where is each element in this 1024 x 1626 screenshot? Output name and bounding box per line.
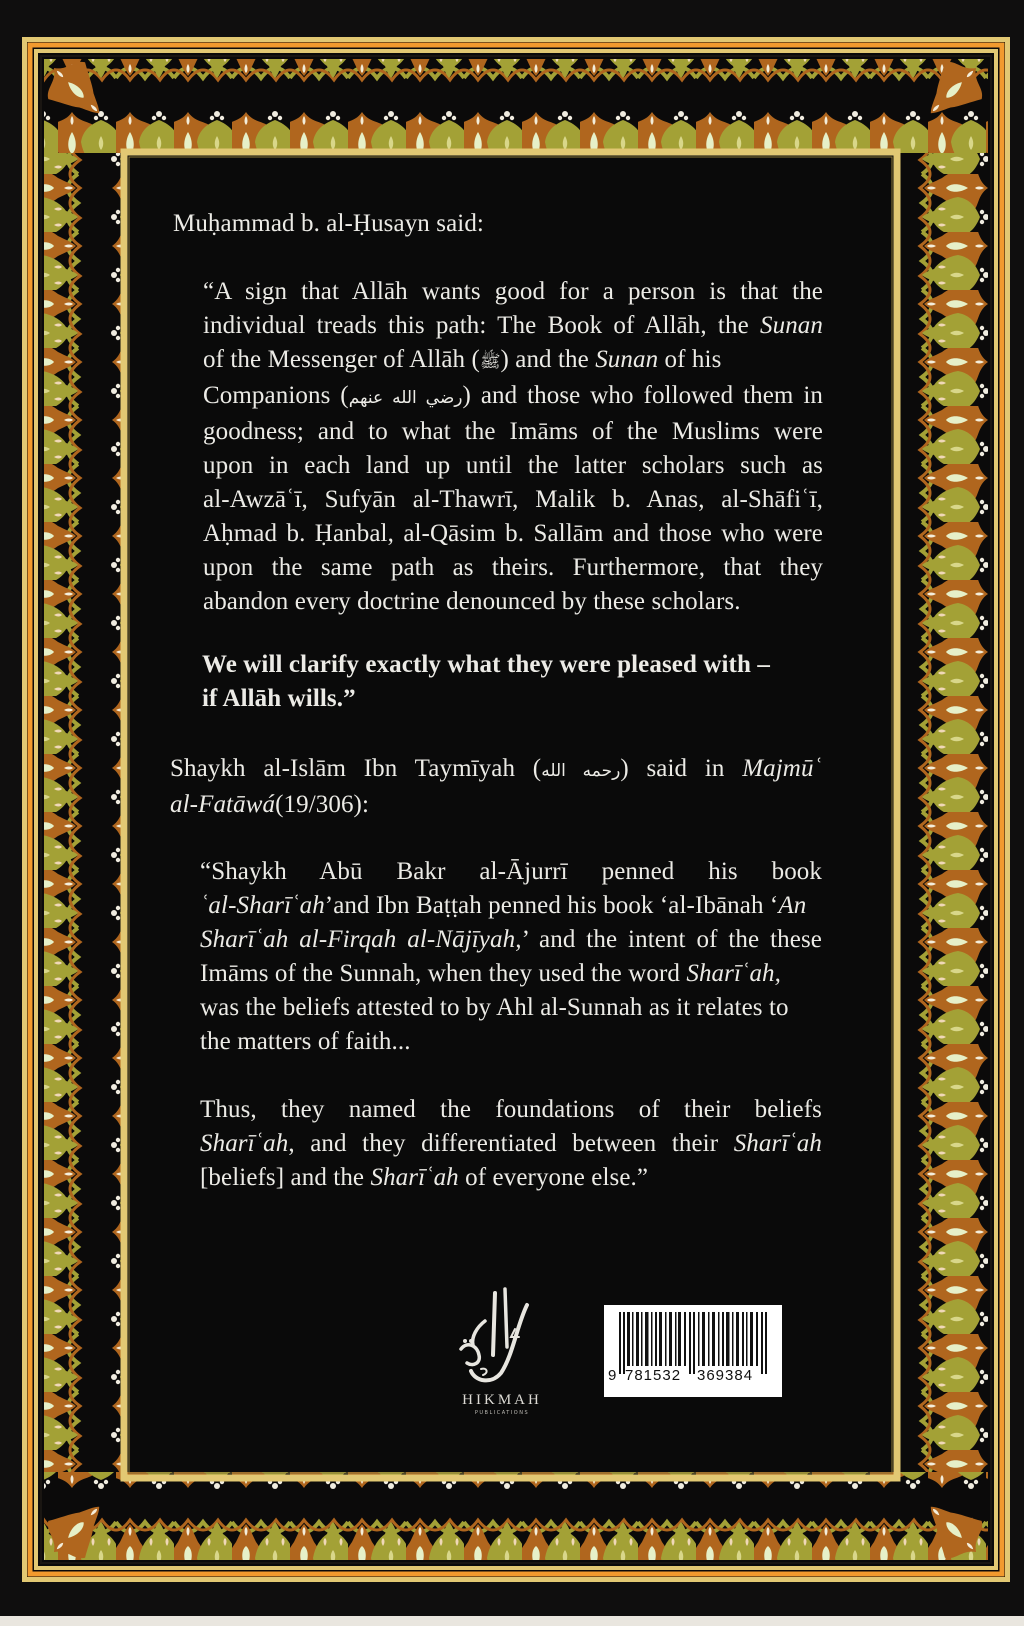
barcode-group-2: 369384 — [697, 1367, 754, 1384]
quote1-line: Aḥmad b. Ḥanbal, al-Qāsim b. Sallām and those who were — [203, 520, 823, 547]
quote1-line: upon the same path as theirs. Furthermore, that they — [203, 554, 823, 581]
publisher-subtitle: PUBLICATIONS — [474, 1410, 530, 1416]
quote1-line: upon in each land up until the latter scholars such as — [203, 452, 823, 479]
quote2-attr-line: al-Fatāwá(19/306): — [170, 791, 370, 818]
barcode-bars — [615, 1312, 775, 1374]
quote2-paragraph-2 — [200, 1093, 822, 1195]
quote2-line: Sharīʿah al-Firqah al-Nājīyah,’ and the intent of the these — [200, 926, 822, 953]
honorific-companions: رضي الله عنهم — [348, 388, 463, 408]
quote2-line: Thus, they named the foundations of their beliefs — [200, 1096, 822, 1123]
quote1-attribution — [173, 207, 484, 241]
quote2-line: was the beliefs attested to by Ahl al-Sunnah as it relates to — [200, 994, 789, 1021]
honorific-prophet: ﷺ — [479, 352, 501, 372]
quote2-line: Sharīʿah, and they differentiated between their Sharīʿah — [200, 1130, 822, 1157]
quote2-line: ʿal-Sharīʿah’and Ibn Baṭṭah penned his book ‘al-Ibānah ‘An — [200, 892, 807, 919]
quote1-bold-line: We will clarify exactly what they were pleased with – — [202, 651, 770, 678]
quote2-line: [beliefs] and the Sharīʿah of everyone else.” — [200, 1164, 649, 1191]
quote1-line: “A sign that Allāh wants good for a person is that the — [203, 278, 823, 305]
honorific-rahimahullah: رحمه الله — [541, 761, 621, 781]
barcode-group-1: 781532 — [625, 1367, 682, 1384]
quote1-line: al-Awzāʿī, Sufyān al-Thawrī, Malik b. Anas, al-Shāfiʿī, — [203, 486, 823, 513]
quote1-line: abandon every doctrine denounced by these scholars. — [203, 588, 741, 615]
quote1-line: individual treads this path: The Book of Allāh, the Sunan — [203, 312, 823, 339]
quote1-line: of the Messenger of Allāh (ﷺ) and the Sunan of his — [203, 346, 722, 373]
quote2-paragraph-1 — [200, 855, 822, 1059]
hikmah-calligraphy-logo — [455, 1285, 545, 1390]
quote2-attribution — [170, 752, 822, 822]
quote1-closing — [202, 648, 822, 716]
quote1-body — [203, 275, 823, 619]
quote1-bold-line: if Allāh wills.” — [202, 685, 356, 712]
barcode-lead-digit: 9 — [608, 1367, 617, 1384]
italic-sunan: Sunan — [760, 312, 823, 339]
quote1-line: Companions (رضي الله عنهم) and those who followed them in — [203, 382, 823, 409]
quote2-line: the matters of faith... — [200, 1028, 411, 1055]
quote2-line: Imāms of the Sunnah, when they used the word Sharīʿah, — [200, 960, 782, 987]
quote2-attr-line: Shaykh al-Islām Ibn Taymīyah (رحمه الله) said in Majmūʿ — [170, 755, 822, 782]
quote1-line: goodness; and to what the Imāms of the Muslims were — [203, 418, 823, 445]
quote2-line: “Shaykh Abū Bakr al-Ājurrī penned his book — [200, 858, 822, 885]
quote1-attribution-text: Muḥammad b. al-Ḥusayn said: — [173, 210, 484, 237]
publisher-name: HIKMAH — [462, 1392, 542, 1408]
